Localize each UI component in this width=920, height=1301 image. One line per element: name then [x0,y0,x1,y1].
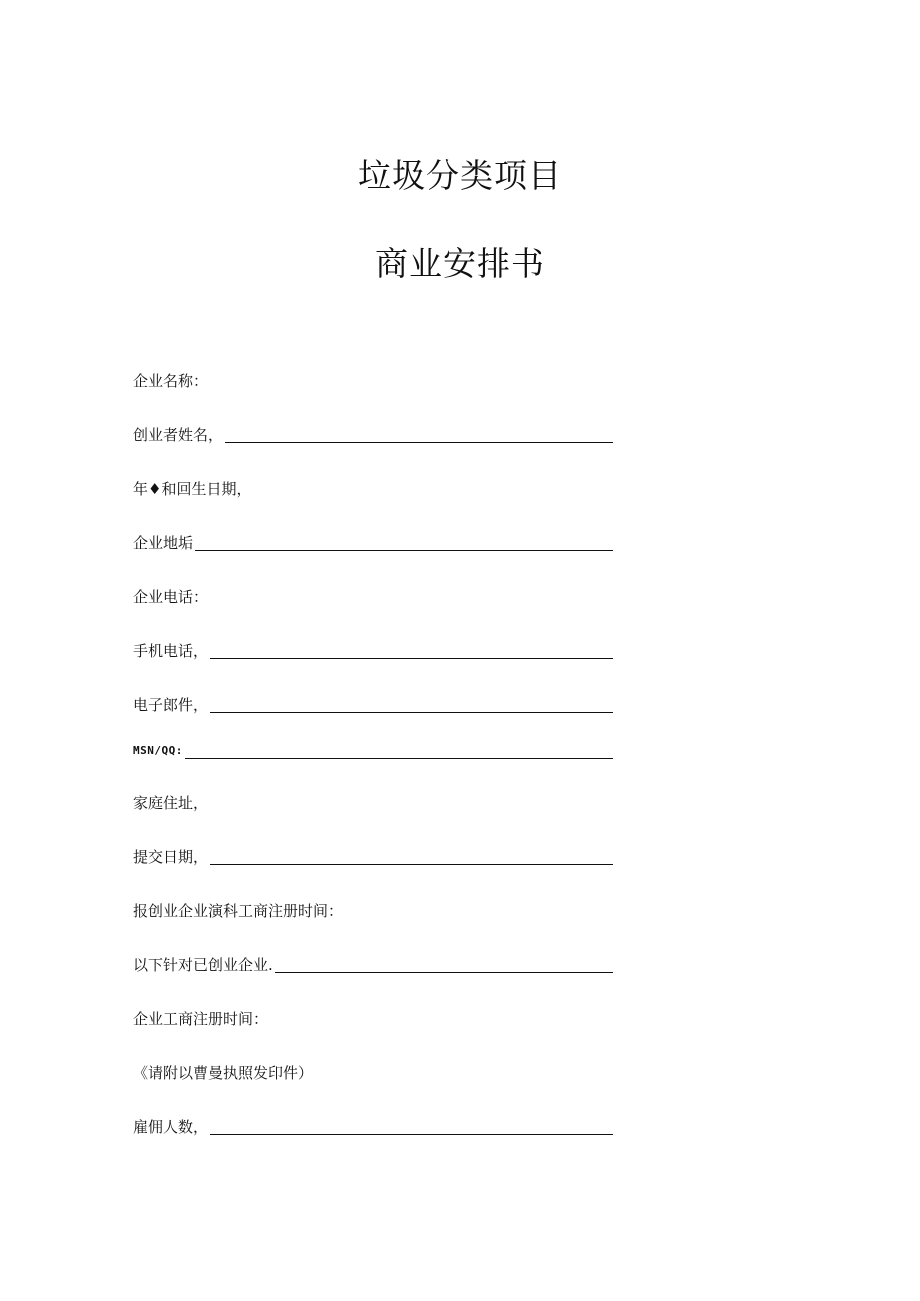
field-label: 企业电话： [133,588,209,606]
field-label: 手机电话， [133,642,209,660]
fill-in-line [195,550,613,551]
field-submit-date [133,842,613,866]
field-label: 年♦和回生日期， [133,480,252,498]
field-label: 家庭住址， [133,794,209,812]
field-label: 电子郎件， [133,696,209,714]
field-home-address [133,788,613,812]
field-label: 《请附以曹曼执照发印件） [133,1064,314,1082]
field-email [133,690,613,714]
document-subtitle: 商业安排书 [375,244,545,283]
field-label: MSN/QQ: [133,744,183,757]
field-label: 报创业企业演科工商注册时间： [133,902,344,920]
field-company-phone [133,582,613,606]
field-existing-company [133,950,613,974]
fill-in-line [275,972,613,973]
field-msn-qq [133,736,613,760]
field-label: 创业者姓名， [133,426,224,444]
field-license-note [133,1058,613,1082]
fill-in-line [225,442,613,443]
fill-in-line [210,712,613,713]
fill-in-line [185,758,613,759]
field-label: 雇佣人数， [133,1118,209,1136]
field-company-name [133,366,613,390]
fill-in-line [210,1134,613,1135]
field-registration-plan [133,896,613,920]
field-birth-date [133,474,613,498]
field-company-address [133,528,613,552]
fill-in-line [210,658,613,659]
field-label: 提交日期， [133,848,209,866]
document-title: 垃圾分类项目 [358,156,562,195]
field-registration-time [133,1004,613,1028]
field-employee-count [133,1112,613,1136]
field-label: 以下针对已创业企业. [133,956,273,974]
field-label: 企业地垢 [133,534,194,552]
field-mobile-phone [133,636,613,660]
field-label: 企业名称： [133,372,209,390]
field-label: 企业工商注册时间： [133,1010,269,1028]
field-founder-name [133,420,613,444]
fill-in-line [210,864,613,865]
